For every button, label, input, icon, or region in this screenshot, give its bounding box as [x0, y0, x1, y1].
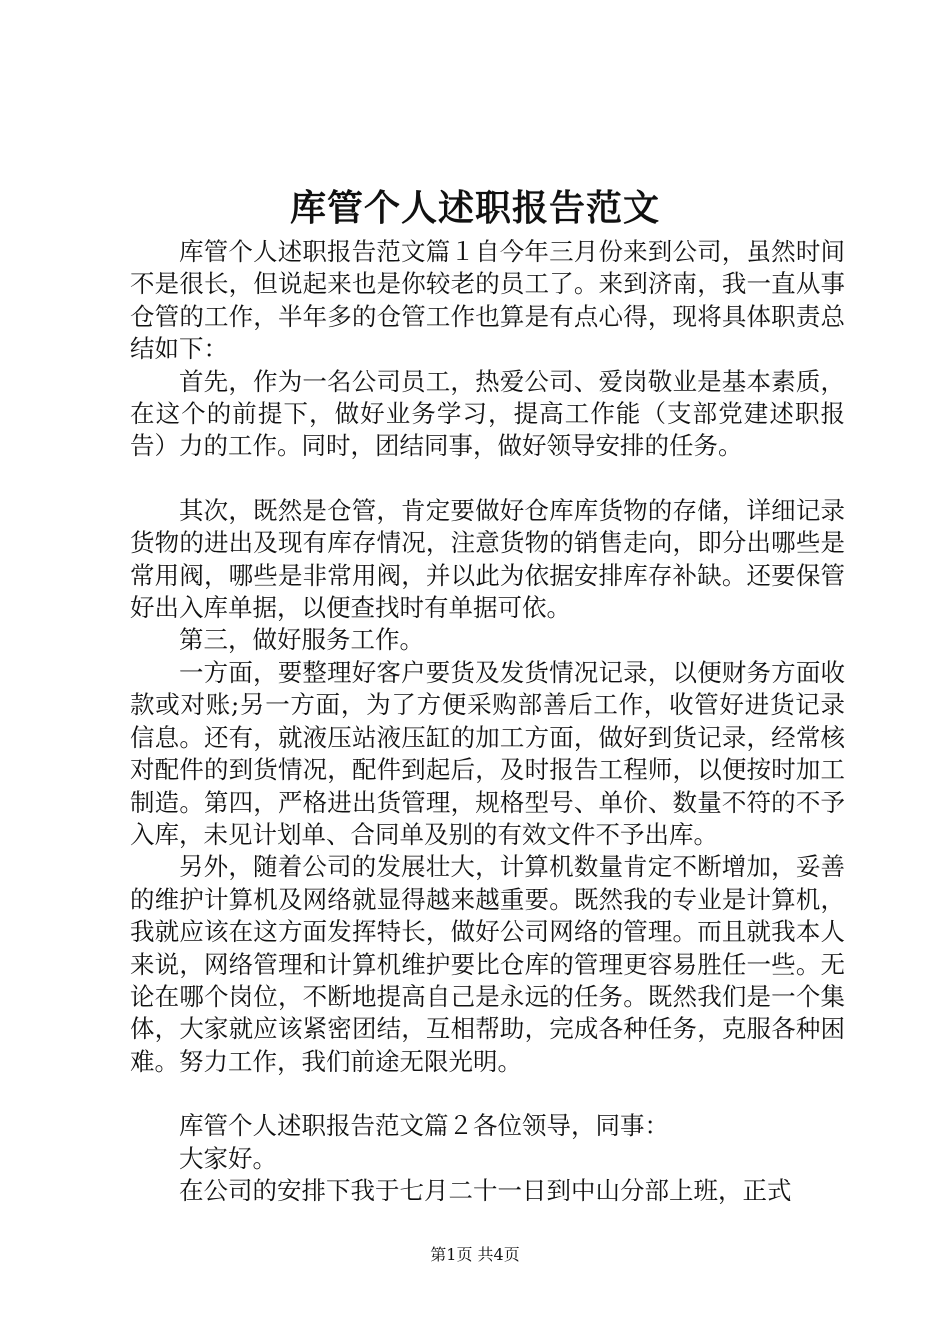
paragraph-third-heading: 第三，做好服务工作。	[179, 625, 424, 655]
paragraph-part2-heading: 库管个人述职报告范文篇２各位领导，同事：	[179, 1111, 669, 1141]
paragraph-intro: 库管个人述职报告范文篇１自今年三月份来到公司，虽然时间不是很长，但说起来也是你较老的员工了。来到济南，我一直从事仓管的工作，半年多的仓管工作也算是有点心得，现将具体职责总结如下：	[130, 237, 845, 364]
page-footer: 第1页 共4页	[430, 1245, 520, 1264]
paragraph-second: 其次，既然是仓管，肯定要做好仓库库货物的存储，详细记录货物的进出及现有库存情况，注意货物的销售走向，即分出哪些是常用阀，哪些是非常用阀，并以此为依据安排库存补缺。还要保管好出入库单据，以便查找时有单据可依。	[130, 495, 845, 623]
paragraph-additional: 另外，随着公司的发展壮大，计算机数量肯定不断增加，妥善的维护计算机及网络就显得越来越重要。既然我的专业是计算机，我就应该在这方面发挥特长，做好公司网络的管理。而且就我本人来说，网络管理和计算机维护要比仓库的管理更容易胜任一些。无论在哪个岗位，不断地提高自己是永远的任务。既然我们是一个集体，大家就应该紧密团结，互相帮助，完成各种任务，克服各种困难。努力工作，我们前途无限光明。	[130, 852, 845, 1076]
document-body	[130, 236, 845, 1207]
paragraph-third-body: 一方面，要整理好客户要货及发货情况记录，以便财务方面收款或对账;另一方面，为了方便采购部善后工作，收管好进货记录信息。还有，就液压站液压缸的加工方面，做好到货记录，经常核对配件的到货情况，配件到起后，及时报告工程师，以便按时加工制造。第四，严格进出货管理，规格型号、单价、数量不符的不予入库，未见计划单、合同单及别的有效文件不予出库。	[130, 657, 845, 849]
paragraph-first: 首先，作为一名公司员工，热爱公司、爱岗敬业是基本素质，在这个的前提下，做好业务学习，提高工作能（支部党建述职报告）力的工作。同时，团结同事，做好领导安排的任务。	[130, 366, 845, 461]
paragraph-greeting: 大家好。	[179, 1143, 277, 1173]
document-title: 库管个人述职报告范文	[289, 187, 660, 229]
paragraph-part2-start: 在公司的安排下我于七月二十一日到中山分部上班，正式	[179, 1175, 792, 1205]
